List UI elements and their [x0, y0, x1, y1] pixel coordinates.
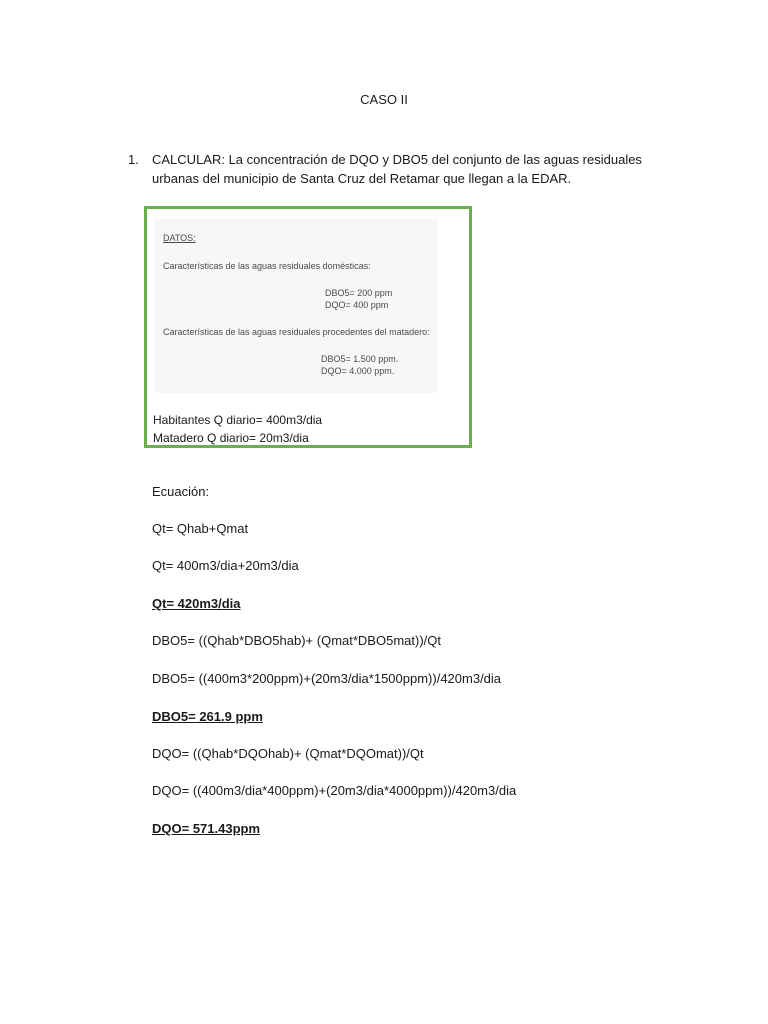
qt-result: Qt= 420m3/dia	[152, 596, 241, 611]
question-item	[128, 150, 668, 188]
domestic-dbo5: DBO5= 200 ppm	[325, 288, 393, 298]
matadero-label: Características de las aguas residuales procedentes del matadero:	[163, 327, 430, 337]
dbo-formula: DBO5= ((Qhab*DBO5hab)+ (Qmat*DBO5mat))/Qt	[152, 633, 441, 648]
matadero-dbo5: DBO5= 1.500 ppm.	[321, 354, 399, 364]
matadero-values	[321, 353, 398, 377]
datos-flows	[153, 411, 322, 447]
domestic-values	[325, 287, 392, 311]
qt-substitution: Qt= 400m3/dia+20m3/dia	[152, 558, 299, 573]
datos-box	[144, 206, 472, 448]
datos-heading: DATOS:	[163, 233, 196, 243]
matadero-dqo: DQO= 4.000 ppm.	[321, 366, 395, 376]
dqo-result: DQO= 571.43ppm	[152, 821, 261, 836]
question-text: CALCULAR: La concentración de DQO y DBO5 del conjunto de las aguas residuales urbanas del municipio de Santa Cruz del Retamar que llegan a la EDAR.	[152, 152, 642, 186]
dbo-result: DBO5= 261.9 ppm	[152, 709, 263, 724]
dqo-formula: DQO= ((Qhab*DQOhab)+ (Qmat*DQOmat))/Qt	[152, 746, 424, 761]
qt-formula: Qt= Qhab+Qmat	[152, 521, 249, 536]
domestic-label: Características de las aguas residuales domésticas:	[163, 261, 371, 271]
habitantes-flow: Habitantes Q diario= 400m3/dia	[153, 413, 323, 427]
dbo-substitution: DBO5= ((400m3*200ppm)+(20m3/dia*1500ppm))/420m3/dia	[152, 671, 502, 686]
domestic-dqo: DQO= 400 ppm	[325, 300, 389, 310]
page-title: CASO II	[360, 92, 408, 107]
question-number: 1.	[128, 152, 139, 167]
equation-label: Ecuación:	[152, 484, 210, 499]
matadero-flow: Matadero Q diario= 20m3/dia	[153, 431, 309, 445]
dqo-substitution: DQO= ((400m3/dia*400ppm)+(20m3/dia*4000ppm))/420m3/dia	[152, 783, 517, 798]
datos-image	[155, 219, 437, 393]
